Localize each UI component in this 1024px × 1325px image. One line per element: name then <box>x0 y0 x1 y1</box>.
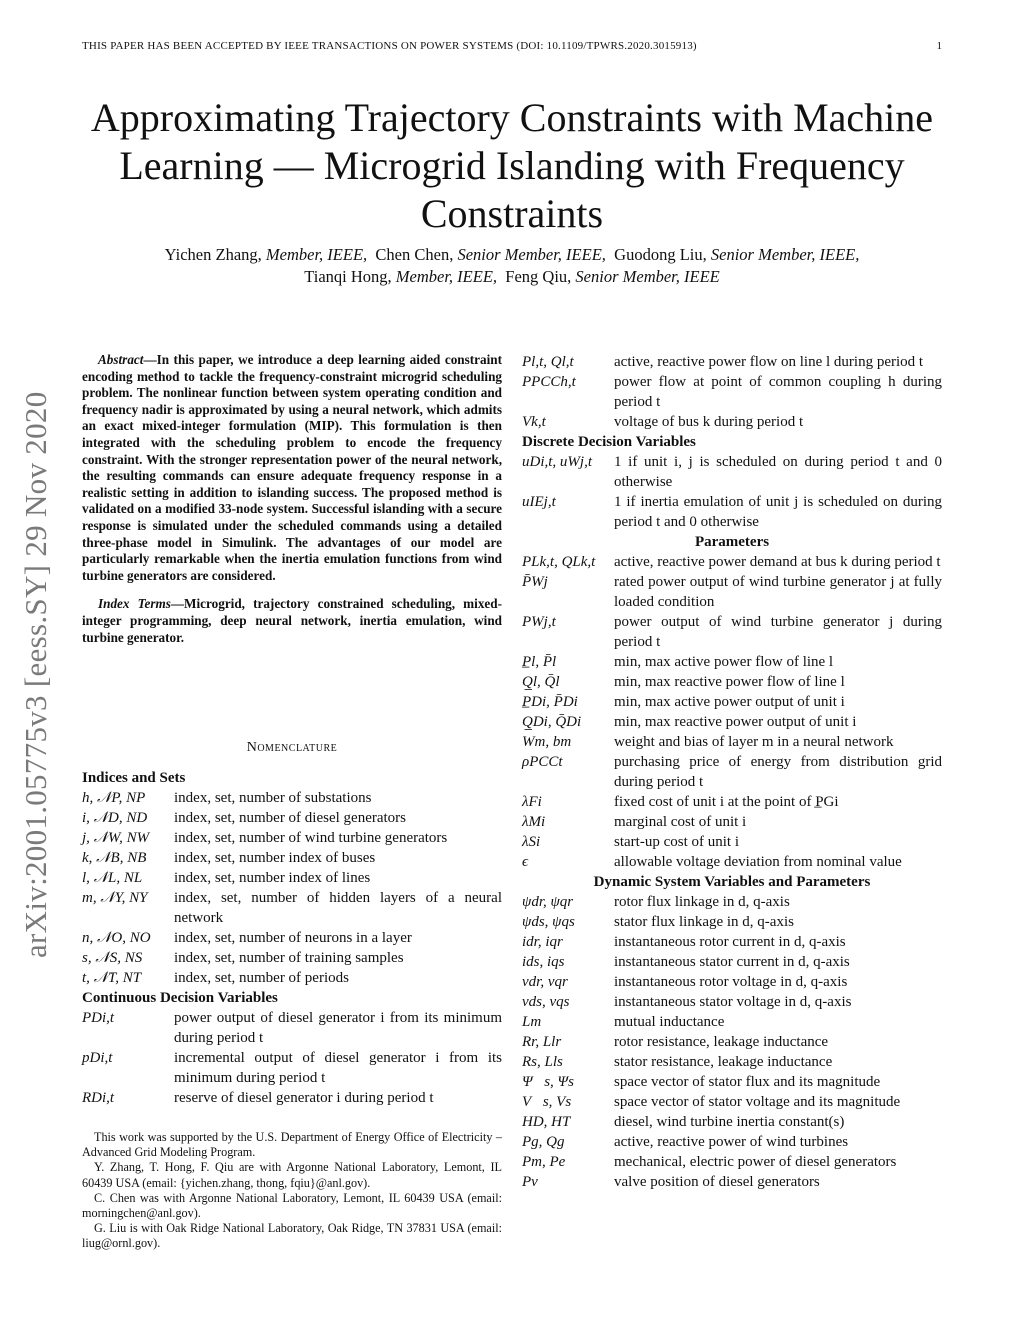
nomenclature-entry <box>522 1092 942 1112</box>
nomenclature-entry <box>522 972 942 992</box>
nomenclature-entry <box>522 912 942 932</box>
footnote-funding: This work was supported by the U.S. Department of Energy Office of Electricity – Advanced Grid Modeling Program. <box>82 1130 502 1160</box>
nomenclature-symbol: vds, vqs <box>522 994 570 1010</box>
nomenclature-entry <box>522 1112 942 1132</box>
nomenclature-definition: index, set, number index of lines <box>174 870 371 886</box>
author-affiliation: Member, IEEE, <box>395 267 498 286</box>
nomenclature-entry <box>522 892 942 912</box>
nomenclature-symbol: PPCCh,t <box>522 374 576 390</box>
nomenclature-definition: min, max active power flow of line l <box>614 654 834 670</box>
nomenclature-entry <box>522 372 942 412</box>
index-terms-label: Index Terms <box>98 596 171 612</box>
nomenclature-entry <box>82 1088 502 1108</box>
nomenclature-entry <box>522 852 942 872</box>
nomenclature-symbol: PLk,t, QLk,t <box>522 554 596 570</box>
nomenclature-symbol: i, 𝒩D, ND <box>82 810 148 826</box>
nomenclature-definition: mechanical, electric power of diesel generators <box>614 1154 897 1170</box>
nomenclature-symbol: HD, HT <box>522 1114 571 1130</box>
nomenclature-symbol: Wm, bm <box>522 734 572 750</box>
nomenclature-entry <box>522 932 942 952</box>
nomenclature-entry <box>522 952 942 972</box>
nomenclature-symbol: Pm, Pe <box>522 1154 566 1170</box>
nomenclature-entry <box>82 788 502 808</box>
footnote-affiliation: C. Chen was with Argonne National Laboratory, Lemont, IL 60439 USA (email: morningchen@anl.gov). <box>82 1190 502 1221</box>
nomenclature-definition: power flow at point of common coupling h during period t <box>614 374 942 410</box>
nomenclature-entry <box>522 832 942 852</box>
nomenclature-definition: space vector of stator flux and its magnitude <box>614 1074 881 1090</box>
footnotes <box>82 1130 502 1252</box>
nomenclature-definition: stator flux linkage in d, q-axis <box>614 914 794 930</box>
nomenclature-definition: rated power output of wind turbine generator j at fully loaded condition <box>614 574 942 610</box>
nomenclature-symbol: Rs, Lls <box>522 1054 563 1070</box>
nomenclature-symbol: m, 𝒩Y, NY <box>82 890 148 906</box>
index-terms-text: —Microgrid, trajectory constrained scheduling, mixed-integer programming, deep neural network, inertia emulation, wind turbine generator. <box>82 596 502 645</box>
nomenclature-symbol: pDi,t <box>82 1050 113 1066</box>
nomenclature-entry <box>82 828 502 848</box>
nomenclature-entry <box>522 1132 942 1152</box>
nomenclature-entry <box>522 652 942 672</box>
nomenclature-entry <box>522 1032 942 1052</box>
nomenclature-entry <box>82 968 502 988</box>
nomenclature-symbol: P̲l, P̄l <box>522 654 557 670</box>
nomenclature-entry <box>522 552 942 572</box>
nomenclature-definition: marginal cost of unit i <box>614 814 747 830</box>
nomenclature-entry <box>82 948 502 968</box>
nomenclature-entry <box>82 868 502 888</box>
nomenclature-definition: index, set, number of neurons in a layer <box>174 930 412 946</box>
running-header <box>0 40 1024 60</box>
nomenclature-definition: index, set, number of substations <box>174 790 372 806</box>
nomenclature-definition: fixed cost of unit i at the point of P̲Gi <box>614 794 839 810</box>
nomenclature-entry <box>82 1008 502 1048</box>
nomenclature-definition: reserve of diesel generator i during period t <box>174 1090 434 1106</box>
author-affiliation: Senior Member, IEEE, <box>710 245 860 264</box>
nomenclature-section-heading: Dynamic System Variables and Parameters <box>593 874 871 890</box>
nomenclature-symbol: uDi,t, uWj,t <box>522 454 592 470</box>
nomenclature-section-heading: Continuous Decision Variables <box>82 990 278 1006</box>
nomenclature-entry <box>522 492 942 532</box>
nomenclature-definition: instantaneous stator current in d, q-axis <box>614 954 850 970</box>
nomenclature-heading <box>82 740 502 756</box>
nomenclature-symbol: Q̲l, Q̄l <box>522 674 560 690</box>
nomenclature-symbol: Pl,t, Ql,t <box>522 354 574 370</box>
nomenclature-symbol: s, 𝒩S, NS <box>82 950 143 966</box>
nomenclature-symbol: ψdr, ψqr <box>522 894 574 910</box>
nomenclature-symbol: Pv <box>522 1174 538 1190</box>
header-text: THIS PAPER HAS BEEN ACCEPTED BY IEEE TRANSACTIONS ON POWER SYSTEMS (DOI: 10.1109/TPWRS.2020.3015913) <box>82 40 697 52</box>
nomenclature-definition: space vector of stator voltage and its magnitude <box>614 1094 901 1110</box>
nomenclature-title: Nomenclature <box>246 740 338 755</box>
nomenclature-definition: rotor resistance, leakage inductance <box>614 1034 829 1050</box>
nomenclature-right-column <box>522 352 942 1192</box>
nomenclature-entry <box>522 1072 942 1092</box>
abstract <box>82 352 502 584</box>
nomenclature-entry <box>82 1048 502 1088</box>
nomenclature-entry <box>522 572 942 612</box>
nomenclature-symbol: RDi,t <box>82 1090 115 1106</box>
nomenclature-definition: purchasing price of energy from distribution grid during period t <box>614 754 942 790</box>
nomenclature-entry <box>522 732 942 752</box>
page-number: 1 <box>936 40 942 52</box>
nomenclature-entry <box>522 792 942 812</box>
nomenclature-symbol: Q̲Di, Q̄Di <box>522 714 582 730</box>
nomenclature-symbol: λMi <box>522 814 546 830</box>
nomenclature-definition: mutual inductance <box>614 1014 725 1030</box>
author-name: Feng Qiu, <box>505 267 572 286</box>
footnote-affiliation: Y. Zhang, T. Hong, F. Qiu are with Argonne National Laboratory, Lemont, IL 60439 USA (email: {yichen.zhang, thong, fqiu}@anl.gov). <box>82 1160 502 1190</box>
nomenclature-definition: instantaneous stator voltage in d, q-axis <box>614 994 852 1010</box>
nomenclature-definition: index, set, number of training samples <box>174 950 404 966</box>
nomenclature-definition: index, set, number index of buses <box>174 850 376 866</box>
nomenclature-symbol: h, 𝒩P, NP <box>82 790 146 806</box>
nomenclature-symbol: ψds, ψqs <box>522 914 575 930</box>
nomenclature-symbol: t, 𝒩T, NT <box>82 970 142 986</box>
nomenclature-definition: index, set, number of wind turbine generators <box>174 830 448 846</box>
abstract-text: —In this paper, we introduce a deep learning aided constraint encoding method to tackle the frequency-constraint microgrid scheduling problem. The nonlinear function between system operating condition and frequency nadir is approximated by using a neural network, which admits an exact mixed-integer formulation (MIP). This formulation is then integrated with the scheduling problem to encode the frequency constraint. With the stronger representation power of the neural network, the resulting commands can ensure adequate frequency response in a realistic setting in addition to islanding success. The proposed method is validated on a modified 33-node system. Successful islanding with a secure response is simulated under the scheduled commands using a detailed three-phase model in Simulink. The advantages of our model are particularly remarkable when the inertia emulation functions from wind turbine generators are considered. <box>82 352 502 583</box>
nomenclature-definition: valve position of diesel generators <box>614 1174 820 1190</box>
nomenclature-entry <box>522 692 942 712</box>
nomenclature-symbol: PDi,t <box>82 1010 115 1026</box>
nomenclature-symbol: n, 𝒩O, NO <box>82 930 151 946</box>
nomenclature-definition: incremental output of diesel generator i from its minimum during period t <box>174 1050 502 1086</box>
nomenclature-entry <box>82 928 502 948</box>
nomenclature-symbol: uIEj,t <box>522 494 556 510</box>
nomenclature-symbol: Ψ⃗s, Ψs <box>522 1074 574 1090</box>
nomenclature-entry <box>82 888 502 928</box>
nomenclature-entry <box>522 812 942 832</box>
nomenclature-symbol: ϵ <box>522 854 529 870</box>
nomenclature-definition: power output of diesel generator i from its minimum during period t <box>174 1010 502 1046</box>
nomenclature-symbol: ids, iqs <box>522 954 565 970</box>
nomenclature-symbol: λSi <box>522 834 541 850</box>
nomenclature-definition: min, max reactive power output of unit i <box>614 714 857 730</box>
nomenclature-symbol: V⃗s, Vs <box>522 1094 572 1110</box>
nomenclature-definition: stator resistance, leakage inductance <box>614 1054 833 1070</box>
nomenclature-section-heading: Discrete Decision Variables <box>522 434 696 450</box>
nomenclature-entry <box>522 1152 942 1172</box>
nomenclature-definition: active, reactive power demand at bus k during period t <box>614 554 941 570</box>
nomenclature-entry <box>522 612 942 652</box>
nomenclature-definition: allowable voltage deviation from nominal value <box>614 854 902 870</box>
nomenclature-symbol: l, 𝒩L, NL <box>82 870 143 886</box>
nomenclature-definition: index, set, number of periods <box>174 970 349 986</box>
footnote-affiliation: G. Liu is with Oak Ridge National Laboratory, Oak Ridge, TN 37831 USA (email: liug@ornl.gov). <box>82 1221 502 1251</box>
nomenclature-section-heading: Indices and Sets <box>82 770 186 786</box>
nomenclature-entry <box>82 808 502 828</box>
nomenclature-entry <box>522 752 942 792</box>
author-affiliation: Member, IEEE, <box>265 245 368 264</box>
nomenclature-definition: voltage of bus k during period t <box>614 414 804 430</box>
nomenclature-entry <box>82 848 502 868</box>
nomenclature-entry <box>522 992 942 1012</box>
nomenclature-symbol: Pg, Qg <box>522 1134 565 1150</box>
nomenclature-entry <box>522 412 942 432</box>
author-affiliation: Senior Member, IEEE, <box>457 245 606 264</box>
nomenclature-symbol: λFi <box>522 794 542 810</box>
nomenclature-symbol: idr, iqr <box>522 934 563 950</box>
abstract-block <box>82 352 502 646</box>
nomenclature-definition: active, reactive power flow on line l during period t <box>614 354 924 370</box>
nomenclature-entry <box>522 712 942 732</box>
author-name: Yichen Zhang, <box>164 245 262 264</box>
abstract-label: Abstract <box>98 352 144 367</box>
nomenclature-definition: min, max active power output of unit i <box>614 694 845 710</box>
nomenclature-section-heading: Parameters <box>694 534 770 550</box>
author-list <box>60 244 964 288</box>
nomenclature-symbol: Vk,t <box>522 414 546 430</box>
nomenclature-definition: active, reactive power of wind turbines <box>614 1134 849 1150</box>
nomenclature-symbol: PWj,t <box>522 614 556 630</box>
index-terms <box>82 596 502 646</box>
nomenclature-symbol: ρPCCt <box>522 754 563 770</box>
nomenclature-symbol: Lm <box>522 1014 542 1030</box>
nomenclature-symbol: k, 𝒩B, NB <box>82 850 147 866</box>
nomenclature-symbol: vdr, vqr <box>522 974 568 990</box>
nomenclature-definition: instantaneous rotor current in d, q-axis <box>614 934 846 950</box>
nomenclature-left-column <box>82 768 502 1108</box>
nomenclature-symbol: P̲Di, P̄Di <box>522 694 578 710</box>
nomenclature-entry <box>522 452 942 492</box>
nomenclature-symbol: Rr, Llr <box>522 1034 562 1050</box>
nomenclature-entry <box>522 352 942 372</box>
nomenclature-definition: 1 if unit i, j is scheduled on during period t and 0 otherwise <box>614 454 942 490</box>
nomenclature-definition: diesel, wind turbine inertia constant(s) <box>614 1114 845 1130</box>
arxiv-stamp: arXiv:2001.05775v3 [eess.SY] 29 Nov 2020 <box>18 391 53 958</box>
nomenclature-symbol: j, 𝒩W, NW <box>82 830 150 846</box>
nomenclature-definition: power output of wind turbine generator j during period t <box>614 614 942 650</box>
nomenclature-entry <box>522 672 942 692</box>
nomenclature-definition: start-up cost of unit i <box>614 834 739 850</box>
nomenclature-definition: min, max reactive power flow of line l <box>614 674 845 690</box>
author-name: Chen Chen, <box>375 245 454 264</box>
nomenclature-definition: weight and bias of layer m in a neural network <box>614 734 894 750</box>
author-name: Tianqi Hong, <box>304 267 392 286</box>
author-name: Guodong Liu, <box>614 245 707 264</box>
nomenclature-definition: rotor flux linkage in d, q-axis <box>614 894 790 910</box>
nomenclature-entry <box>522 1012 942 1032</box>
nomenclature-entry <box>522 1052 942 1072</box>
author-affiliation: Senior Member, IEEE <box>575 267 720 286</box>
nomenclature-definition: instantaneous rotor voltage in d, q-axis <box>614 974 848 990</box>
nomenclature-definition: index, set, number of hidden layers of a neural network <box>174 890 502 926</box>
nomenclature-entry <box>522 1172 942 1192</box>
nomenclature-definition: index, set, number of diesel generators <box>174 810 407 826</box>
nomenclature-definition: 1 if inertia emulation of unit j is scheduled on during period t and 0 otherwise <box>614 494 942 530</box>
paper-title: Approximating Trajectory Constraints with Machine Learning — Microgrid Islanding with Frequency Constraints <box>90 95 934 236</box>
nomenclature-symbol: P̄Wj <box>522 574 548 590</box>
